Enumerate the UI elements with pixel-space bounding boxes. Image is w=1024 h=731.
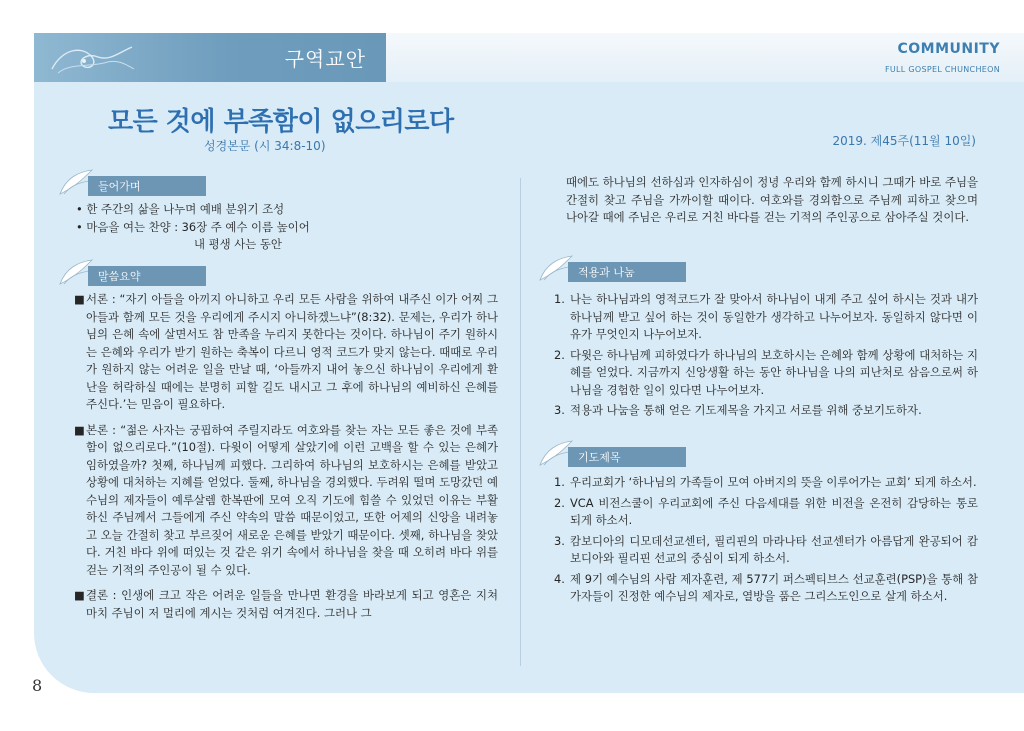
paragraph-text: 본론 : “젊은 사자는 궁핍하여 주릴지라도 여호와를 찾는 자는 모든 좋은 것에 부족함이 없으리로다.”(10절). 다윗이 어떻게 살았기에 이런 고백을 할 수 있는 은혜가 임하였을까? 첫째, 하나님께 피했다. 그리하여 하나님의 보호하시는 은혜를 받았고 상황에 대처하는 지혜를 얻었다. 둘째, 하나님을 경외했다. 두려워 떨며 도망갔던 예수님의 제자들이 예루살렘 한복판에 모여 오직 기도에 힘쓸 수 있었던 이유는 부활하신 주님께서 그들에게 주신 약속의 말씀 때문이었고, 또한 어제의 신앙을 내려놓고 오늘 간절히 찾고 부르짖어 새로운 은혜를 받았기 때문이다. 셋째, 하나님을 찾았다. 거친 바다 위에 떠있는 것 같은 위기 속에서 하나님을 찾을 때 오히려 바다 위를 걷는 기적의 주인공이 될 수 있다. [86,422,498,577]
item-number: 4. [554,571,565,586]
header-brand [386,33,1024,82]
item-text: 제 9기 예수님의 사람 제자훈련, 제 577기 퍼스펙티브스 선교훈련(PSP)을 통해 참가자들이 진정한 예수님의 제자로, 열방을 품은 그리스도인으로 살게 하소서. [570,571,978,603]
section-label: 기도제목 [578,451,621,464]
list-item: 내 평생 사는 동안 [194,237,282,251]
item-number: 3. [554,403,565,417]
item-text: VCA 비전스쿨이 우리교회에 주신 다음세대를 위한 비전을 온전히 감당하는 통로 되게 하소서. [570,495,978,527]
square-bullet-icon: ■ [74,422,85,437]
church-name: FULL GOSPEL CHUNCHEON [884,65,1000,74]
item-text: 우리교회가 ‘하나님의 가족들이 모여 아버지의 뜻을 이루어가는 교회’ 되게 하소서. [570,475,977,489]
section-label: 들어가며 [98,180,141,193]
paragraph-body [74,422,498,580]
item-number: 2. [554,347,565,362]
item-number: 1. [554,292,565,306]
list-item [554,291,978,344]
list-item [554,474,978,492]
item-number: 1. [554,475,565,489]
section-label: 말씀요약 [98,270,141,283]
section-header-application [538,262,698,282]
square-bullet-icon: ■ [74,292,85,306]
list-item: • 한 주간의 삶을 나누며 예배 분위기 조성 [76,202,285,216]
item-text: 캄보디아의 디모데선교센터, 필리핀의 마라나타 선교센터가 아름답게 완공되어 캄보디아와 필리핀 선교의 중심이 되게 하소서. [570,533,978,565]
continuation-text [566,174,978,233]
list-item [554,533,978,568]
summary-body [74,291,498,622]
page-number: 8 [32,676,43,695]
list-item [554,347,978,400]
prayer-list [554,474,978,609]
list-item [554,495,978,530]
paragraph-text: 서론 : “자기 아들을 아끼지 아니하고 우리 모든 사람을 위하여 내주신 이가 어찌 그 아들과 함께 모든 것을 우리에게 주시지 아니하겠느냐”(8:32). 문제는, 우리가 하나님의 은혜 속에 살면서도 참 만족을 누리지 못한다는 것이다. 하나님이 주기 원하시는 은혜와 우리가 받기 원하는 축복이 다르니 영적 코드가 맞지 않는다. 때때로 우리가 원하지 않는 어려운 일을 만날 때, ‘아들까지 내어 놓으신 하나님이 우리에게 환난을 허락하실 때에는 분명히 피할 길도 내시고 그 후에 하나님의 예비하신 은혜를 주신다.’는 믿음이 필요하다. [86,292,498,411]
ornament-swirl-icon [48,39,138,77]
scripture-reference: 성경본문 (시 34:8-10) [204,139,326,153]
header-banner [34,33,386,82]
page-title: 모든 것에 부족함이 없으리로다 [108,107,454,137]
community-label: COMMUNITY [897,41,1000,57]
paragraph-conclusion [74,587,498,622]
section-header-opening [58,176,218,196]
item-number: 3. [554,533,565,548]
list-item [554,402,978,420]
opening-list [76,201,496,254]
section-header-summary [58,266,218,286]
section-header-prayer [538,447,698,467]
section-label: 적용과 나눔 [578,266,635,279]
list-item: • 마음을 여는 찬양 : 36장 주 예수 이름 높이어 [76,219,310,234]
item-text: 적용과 나눔을 통해 얻은 기도제목을 가지고 서로를 위해 중보기도하자. [570,403,922,417]
list-item [554,571,978,606]
item-text: 다윗은 하나님께 피하였다가 하나님의 보호하시는 은혜와 함께 상황에 대처하는 지혜를 얻었다. 지금까지 신앙생활 하는 동안 하나님을 나의 피난처로 삼음으로써 하나님을 경험한 일이 있다면 나누어보자. [570,347,978,397]
item-text: 나는 하나님과의 영적코드가 잘 맞아서 하나님이 내게 주고 싶어 하시는 것과 내가 하나님께 받고 싶어 하는 것이 동일한가 생각하고 나누어보자. 동일하지 않다면 이유가 무엇인지 나누어보자. [570,292,978,341]
square-bullet-icon: ■ [74,588,85,602]
paragraph-text: 때에도 하나님의 선하심과 인자하심이 정녕 우리와 함께 하시니 그때가 바로 주님을 간절히 찾고 주님을 가까이할 때이다. 여호와를 경외함으로 주님께 피하고 찾으며 나아갈 때에 주님은 우리로 거친 바다를 걷는 기적의 주인공으로 삼아주실 것이다. [566,175,978,224]
column-divider [520,178,521,666]
paragraph-text: 결론 : 인생에 크고 작은 어려운 일들을 만나면 환경을 바라보게 되고 영혼은 지쳐 마치 주님이 저 멀리에 계시는 것처럼 여겨진다. 그러나 그 [86,588,498,620]
section-title: 구역교안 [284,47,366,71]
issue-date: 2019. 제45주(11월 10일) [832,134,976,148]
application-list [554,291,978,423]
paragraph-intro [74,291,498,414]
item-number: 2. [554,495,565,510]
